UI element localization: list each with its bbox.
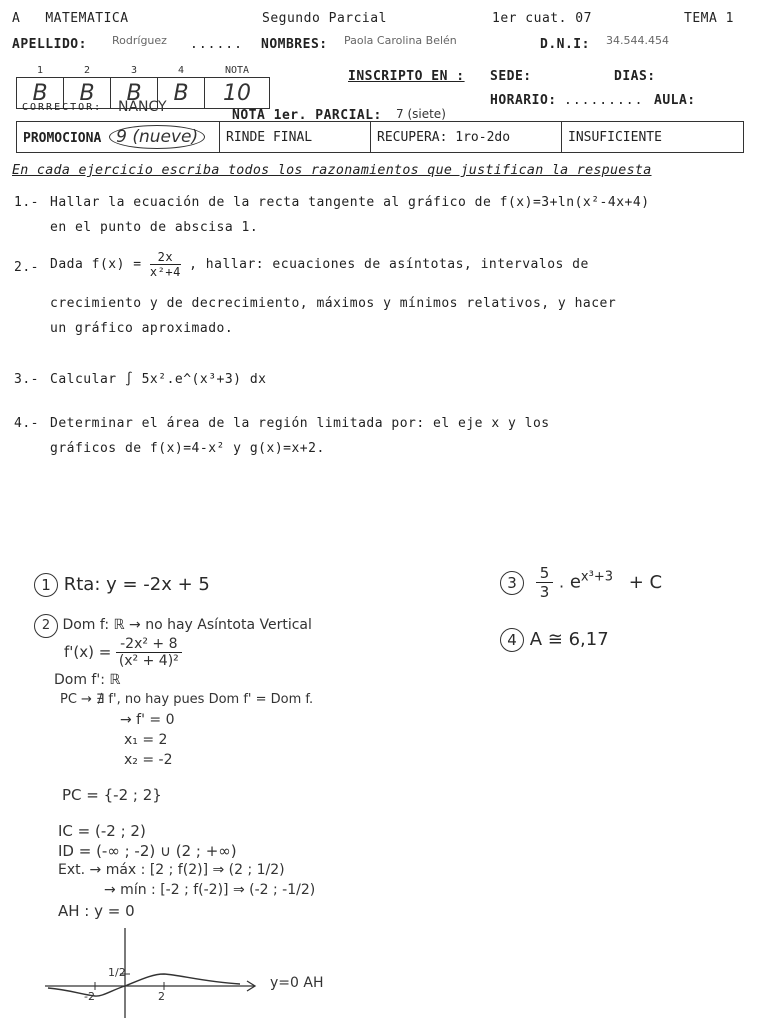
grade-value-nota: 10 xyxy=(205,78,270,109)
status-table xyxy=(16,121,744,153)
answer-2-line-11: Ext. → máx : [2 ; f(2)] ⇒ (2 ; 1/2) xyxy=(58,862,285,878)
exercise-2-frac-den: x²+4 xyxy=(149,265,181,279)
answer-2-derivative-lhs: f'(x) = xyxy=(64,643,112,661)
answer-3-coef xyxy=(536,564,554,601)
grade-header-1: 1 xyxy=(36,64,44,76)
exercise-4-text: Determinar el área de la región limitada por: el eje x y los xyxy=(50,416,550,431)
nota-primer-parcial-label: NOTA 1er. PARCIAL: xyxy=(232,108,382,123)
inscripto-label: INSCRIPTO EN : xyxy=(348,69,465,84)
sketch-curve xyxy=(48,974,240,996)
answer-4 xyxy=(500,628,609,652)
grade-value-1: B xyxy=(17,78,64,109)
recupera-label: RECUPERA: 1ro-2do xyxy=(371,122,562,153)
horario-label: HORARIO: xyxy=(490,93,557,108)
answer-3-marker: 3 xyxy=(500,571,524,595)
dni-value: 34.544.454 xyxy=(606,34,669,47)
exercise-2-frac-num: 2x xyxy=(150,250,181,265)
section-letter: A xyxy=(12,11,21,26)
corrector-value: NANCY xyxy=(118,99,167,115)
exercise-2-number: 2.- xyxy=(14,260,39,275)
exercise-3-text: Calcular ∫ 5x².e^(x³+3) dx xyxy=(50,372,267,387)
insuficiente-label: INSUFICIENTE xyxy=(562,122,744,153)
grade-header-nota: NOTA xyxy=(224,64,250,76)
sketch-label-ah: y=0 AH xyxy=(270,975,324,991)
exercise-3-number: 3.- xyxy=(14,372,39,387)
answer-2-line-4: PC → ∄ f', no hay pues Dom f' = Dom f. xyxy=(60,692,314,707)
answer-2-derivative-den: (x² + 4)² xyxy=(118,653,179,669)
exam-term: 1er cuat. 07 xyxy=(492,11,592,26)
answer-3: 3 $\frac{5}{3}$ . $e^{x^3+3} + C$ xyxy=(500,564,662,601)
exercise-2-text-2: crecimiento y de decrecimiento, máximos y mínimos relativos, y hacer xyxy=(50,296,617,311)
grade-header-4: 4 xyxy=(177,64,185,76)
answer-2-marker: 2 xyxy=(34,614,58,638)
grade-value-3: B xyxy=(111,78,158,109)
answer-3-exp: x³+3 xyxy=(580,569,613,585)
dni-label: D.N.I: xyxy=(540,37,590,52)
answer-1-text: Rta: y = -2x + 5 xyxy=(63,574,210,595)
answer-3-coef-num: 5 xyxy=(536,564,554,583)
exercise-1-text: Hallar la ecuación de la recta tangente al gráfico de f(x)=3+ln(x²-4x+4) xyxy=(50,195,650,210)
sketch-label-p2: 2 xyxy=(158,990,165,1003)
apellido-label: APELLIDO: xyxy=(12,37,87,52)
dias-label: DIAS: xyxy=(614,69,656,84)
answer-2-derivative xyxy=(64,636,182,669)
exercise-4-number: 4.- xyxy=(14,416,39,431)
answer-3-constant: + C xyxy=(628,571,663,593)
answer-2-line-6: x₁ = 2 xyxy=(124,732,168,748)
instruction-text: En cada ejercicio escriba todos los razonamientos que justifican la respuesta xyxy=(12,163,652,178)
answer-4-marker: 4 xyxy=(500,628,524,652)
answer-2-line-7: x₂ = -2 xyxy=(124,752,173,768)
horario-dots: ......... xyxy=(564,93,644,108)
grade-header-3: 3 xyxy=(130,64,138,76)
nombres-value: Paola Carolina Belén xyxy=(344,34,457,47)
sketch-label-half: 1/2 xyxy=(108,966,126,979)
apellido-value: Rodríguez xyxy=(112,34,167,47)
corrector-label: CORRECTOR: xyxy=(22,102,103,113)
rinde-final-label: RINDE FINAL xyxy=(220,122,371,153)
exercise-1-number: 1.- xyxy=(14,195,39,210)
sede-label: SEDE: xyxy=(490,69,532,84)
exercise-2-pre: Dada f(x) = xyxy=(50,257,142,272)
exercise-2-post: , hallar: ecuaciones de asíntotas, intervalos de xyxy=(189,257,589,272)
answer-2-line-10: ID = (-∞ ; -2) ∪ (2 ; +∞) xyxy=(58,842,237,860)
exercise-2-fraction xyxy=(150,250,181,279)
exercise-4-text-2: gráficos de f(x)=4-x² y g(x)=x+2. xyxy=(50,441,325,456)
answer-1-marker: 1 xyxy=(34,573,58,597)
grade-header-2: 2 xyxy=(83,64,91,76)
answer-2-line-8: PC = {-2 ; 2} xyxy=(62,786,162,804)
exercise-1-text-2: en el punto de abscisa 1. xyxy=(50,220,259,235)
answer-2-derivative-frac xyxy=(116,636,181,669)
exam-title: Segundo Parcial xyxy=(262,11,387,26)
nombres-label: NOMBRES: xyxy=(261,37,328,52)
promociona-value: 9 (nueve) xyxy=(109,125,205,149)
answer-2-line-13: AH : y = 0 xyxy=(58,902,135,920)
exam-tema: TEMA 1 xyxy=(684,11,734,26)
answer-3-e: e xyxy=(569,571,581,593)
promociona-label: PROMOCIONA xyxy=(23,131,102,146)
answer-3-coef-den: 3 xyxy=(539,583,550,601)
sketch-label-m2: -2 xyxy=(84,990,95,1003)
exercise-2-text-3: un gráfico aproximado. xyxy=(50,321,234,336)
answer-2-line-12: → mín : [-2 ; f(-2)] ⇒ (-2 ; -1/2) xyxy=(104,882,316,898)
apellido-dots: ...... xyxy=(190,37,243,52)
aula-label: AULA: xyxy=(654,93,696,108)
exercise-2-line xyxy=(50,250,589,279)
answer-2-derivative-num: -2x² + 8 xyxy=(116,636,181,653)
grade-value-4: B xyxy=(158,78,205,109)
grade-value-2: B xyxy=(64,78,111,109)
answer-2-line-3: Dom f': ℝ xyxy=(54,672,121,688)
subject-title: MATEMATICA xyxy=(45,11,129,26)
answer-2-line-1 xyxy=(34,614,312,638)
answer-4-text: A ≅ 6,17 xyxy=(529,629,609,650)
function-sketch xyxy=(40,920,360,1020)
answer-1 xyxy=(34,573,210,597)
answer-2-line-9: IC = (-2 ; 2) xyxy=(58,822,146,840)
promociona-cell xyxy=(17,122,220,153)
answer-2-line-5: → f' = 0 xyxy=(120,712,175,728)
nota-primer-parcial-value: 7 (siete) xyxy=(396,107,446,121)
answer-2-text-1: Dom f: ℝ → no hay Asíntota Vertical xyxy=(62,617,312,633)
